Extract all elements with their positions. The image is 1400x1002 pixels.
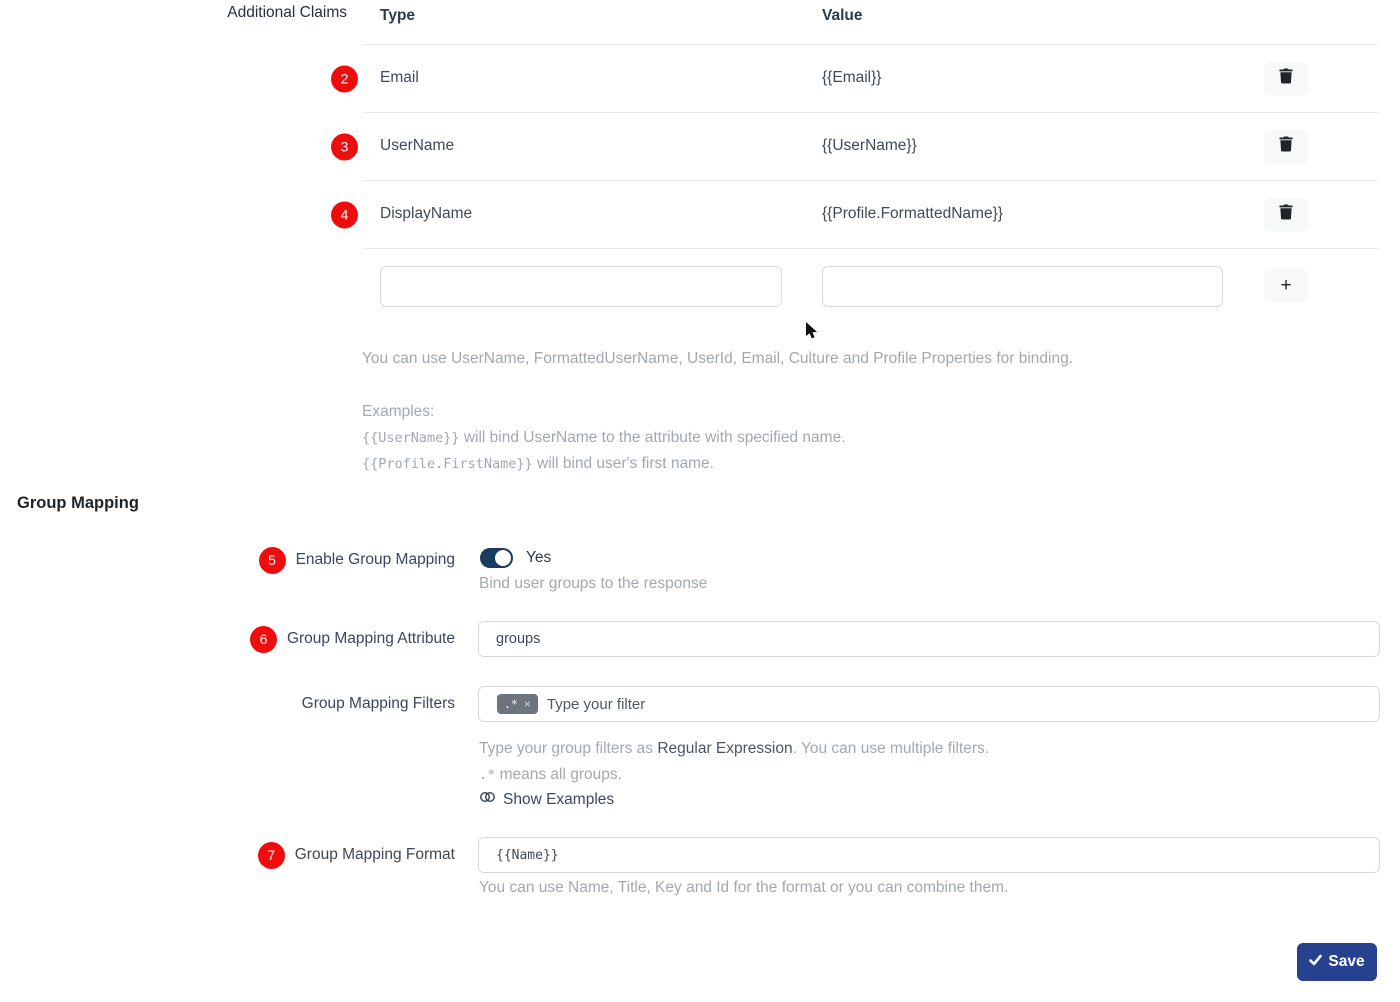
group-mapping-filters-label: Group Mapping Filters	[301, 695, 455, 712]
save-button[interactable]	[1297, 943, 1377, 981]
step-badge: 4	[331, 201, 358, 228]
claim-value: {{Email}}	[822, 69, 882, 86]
table-row	[340, 45, 1379, 113]
delete-claim-button[interactable]	[1264, 130, 1308, 163]
enable-group-mapping-label: Enable Group Mapping	[295, 551, 455, 568]
table-row	[340, 181, 1379, 249]
binding-help-line: You can use UserName, FormattedUserName, UserId, Email, Culture and Profile Properties for binding.	[362, 350, 1074, 367]
format-help-text: You can use Name, Title, Key and Id for the format or you can combine them.	[479, 879, 1009, 896]
filters-help-line1	[479, 736, 989, 762]
group-mapping-title: Group Mapping	[17, 494, 139, 512]
group-mapping-filters-labelrow	[0, 690, 455, 718]
add-claim-button[interactable]	[1264, 269, 1308, 302]
example-code: {{Profile.FirstName}}	[362, 456, 533, 472]
claim-value: {{Profile.FormattedName}}	[822, 205, 1003, 222]
trash-icon	[1279, 204, 1293, 226]
enable-group-mapping-labelrow	[0, 546, 455, 574]
delete-claim-button[interactable]	[1264, 62, 1308, 95]
example-line	[362, 451, 1073, 477]
enable-group-mapping-description: Bind user groups to the response	[479, 575, 708, 592]
claim-value: {{UserName}}	[822, 137, 917, 154]
group-mapping-format-input[interactable]	[478, 837, 1380, 873]
group-mapping-filters-input[interactable]	[478, 686, 1380, 722]
help-emphasis: Regular Expression	[657, 740, 793, 757]
new-claim-row	[362, 249, 1379, 312]
group-mapping-format-labelrow	[0, 841, 455, 869]
step-badge: 3	[331, 133, 358, 160]
filters-help-text	[479, 736, 989, 809]
group-mapping-attribute-labelrow	[0, 625, 455, 653]
claim-type: Email	[380, 69, 419, 86]
step-badge: 5	[259, 547, 286, 574]
check-icon	[1309, 953, 1322, 971]
x-icon[interactable]: ×	[523, 697, 531, 711]
save-button-label: Save	[1328, 953, 1365, 970]
claims-help-text	[362, 346, 1073, 477]
delete-claim-button[interactable]	[1264, 198, 1308, 231]
claim-type: UserName	[380, 137, 455, 154]
examples-block	[362, 399, 1073, 477]
filter-chip-value: .*	[504, 697, 518, 711]
toggle-state-label: Yes	[526, 549, 552, 566]
table-row	[340, 113, 1379, 181]
example-code: {{UserName}}	[362, 430, 460, 446]
additional-claims-table	[340, 0, 1379, 312]
new-claim-value-input[interactable]	[822, 266, 1223, 307]
group-mapping-format-label: Group Mapping Format	[294, 846, 455, 863]
help-text: . You can use multiple filters.	[792, 740, 990, 757]
example-text: will bind UserName to the attribute with specified name.	[459, 429, 846, 446]
step-badge: 7	[258, 842, 285, 869]
help-code: .*	[479, 767, 496, 783]
enable-group-mapping-toggle[interactable]	[480, 548, 513, 568]
trash-icon	[1279, 68, 1293, 90]
example-line	[362, 425, 1073, 451]
help-text: means all groups.	[495, 766, 622, 783]
show-examples-label: Show Examples	[503, 790, 615, 808]
step-badge: 6	[250, 626, 277, 653]
additional-claims-label: Additional Claims	[227, 4, 347, 21]
claim-type: DisplayName	[380, 205, 473, 222]
filter-text-input[interactable]	[547, 696, 1369, 713]
show-examples-link[interactable]	[479, 790, 989, 809]
new-claim-type-input[interactable]	[380, 266, 782, 307]
mouse-cursor	[805, 322, 818, 345]
group-mapping-attribute-label: Group Mapping Attribute	[286, 630, 455, 647]
filter-chip[interactable]	[497, 694, 538, 714]
examples-label: Examples:	[362, 403, 435, 420]
trash-icon	[1279, 136, 1293, 158]
filters-help-line2	[479, 762, 989, 788]
step-badge: 2	[331, 65, 358, 92]
column-header-value: Value	[822, 7, 863, 24]
example-text: will bind user's first name.	[532, 455, 714, 472]
link-icon	[479, 790, 496, 809]
column-header-type: Type	[380, 7, 416, 24]
help-text: Type your group filters as	[479, 740, 658, 757]
plus-icon: +	[1280, 274, 1292, 296]
toggle-knob	[495, 550, 511, 566]
enable-group-mapping-control	[480, 548, 551, 568]
group-mapping-attribute-input[interactable]	[478, 621, 1380, 657]
claims-table-header	[362, 0, 1379, 45]
